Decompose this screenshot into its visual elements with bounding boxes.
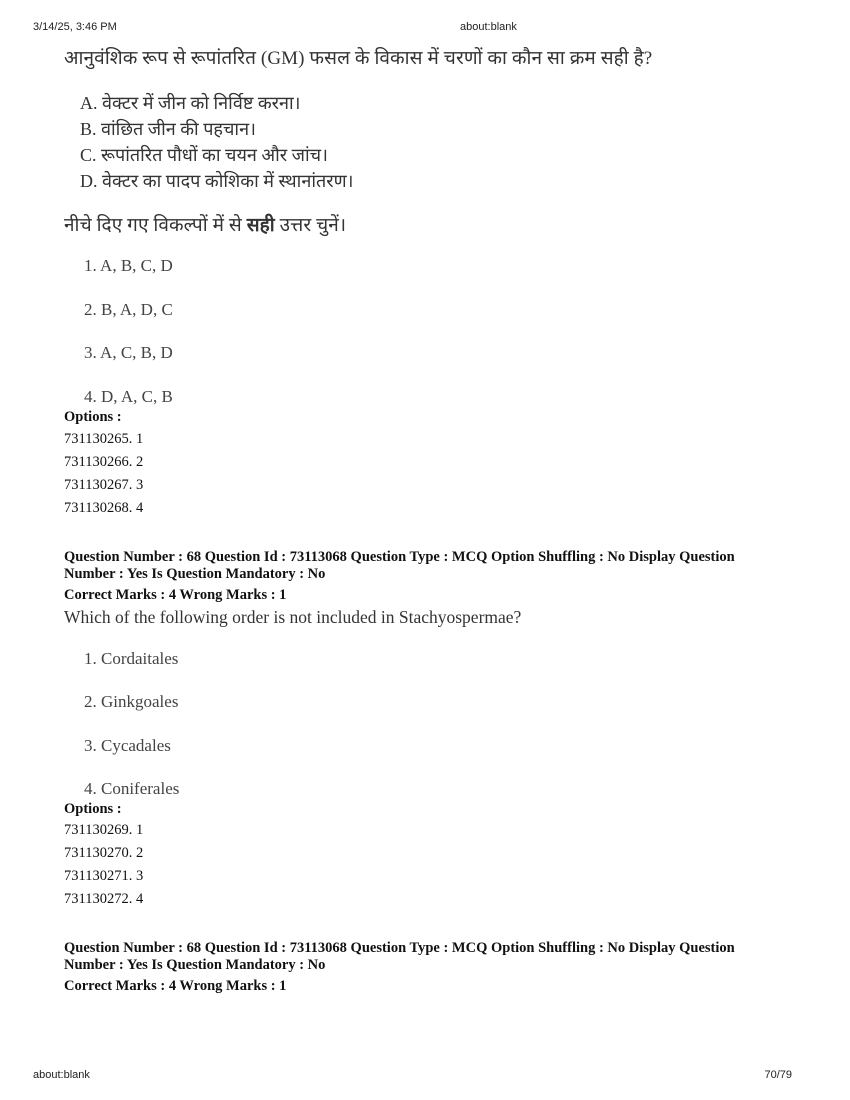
choice-2: 2. Ginkgoales	[84, 692, 179, 711]
choice-3: 3. A, C, B, D	[84, 343, 173, 362]
marks-line: Correct Marks : 4 Wrong Marks : 1	[64, 978, 287, 994]
option-id-row: 731130265. 1	[64, 431, 144, 447]
choice-1: 1. Cordaitales	[84, 649, 179, 668]
question-meta-line1: Question Number : 68 Question Id : 73113068 Question Type : MCQ Option Shuffling : No Display Question	[64, 549, 735, 565]
question-meta-line2: Number : Yes Is Question Mandatory : No	[64, 566, 326, 582]
instruction-pre: नीचे दिए गए विकल्पों में से	[64, 215, 247, 236]
options-label: Options :	[64, 801, 122, 817]
instruction-text	[64, 211, 346, 237]
instruction-post: उत्तर चुनें।	[274, 215, 347, 236]
print-url: about:blank	[460, 21, 517, 33]
statement-b: B. वांछित जीन की पहचान।	[80, 119, 256, 139]
page-count: 70/79	[764, 1069, 792, 1081]
choice-3: 3. Cycadales	[84, 736, 171, 755]
marks-line: Correct Marks : 4 Wrong Marks : 1	[64, 587, 287, 603]
option-id-row: 731130267. 3	[64, 477, 144, 493]
instruction-bold: सही	[246, 215, 275, 236]
option-id-row: 731130271. 3	[64, 868, 144, 884]
option-id-row: 731130268. 4	[64, 500, 144, 516]
option-id-row: 731130269. 1	[64, 822, 144, 838]
option-id-row: 731130270. 2	[64, 845, 144, 861]
question-text-english: Which of the following order is not included in Stachyospermae?	[64, 607, 522, 627]
choice-4: 4. Coniferales	[84, 779, 180, 798]
question-text-hindi: आनुवंशिक रूप से रूपांतरित (GM) फसल के विकास में चरणों का कौन सा क्रम सही है?	[64, 48, 653, 69]
choice-4: 4. D, A, C, B	[84, 387, 173, 406]
statement-d: D. वेक्टर का पादप कोशिका में स्थानांतरण।	[80, 171, 354, 191]
choice-2: 2. B, A, D, C	[84, 300, 173, 319]
question-meta-line1: Question Number : 68 Question Id : 73113068 Question Type : MCQ Option Shuffling : No Display Question	[64, 940, 735, 956]
statement-c: C. रूपांतरित पौधों का चयन और जांच।	[80, 145, 328, 165]
choice-1: 1. A, B, C, D	[84, 256, 173, 275]
question-meta-line2: Number : Yes Is Question Mandatory : No	[64, 957, 326, 973]
option-id-row: 731130272. 4	[64, 891, 144, 907]
options-label: Options :	[64, 409, 122, 425]
statement-a: A. वेक्टर में जीन को निर्विष्ट करना।	[80, 93, 301, 113]
option-id-row: 731130266. 2	[64, 454, 144, 470]
footer-url: about:blank	[33, 1069, 90, 1081]
print-datetime: 3/14/25, 3:46 PM	[33, 21, 117, 33]
